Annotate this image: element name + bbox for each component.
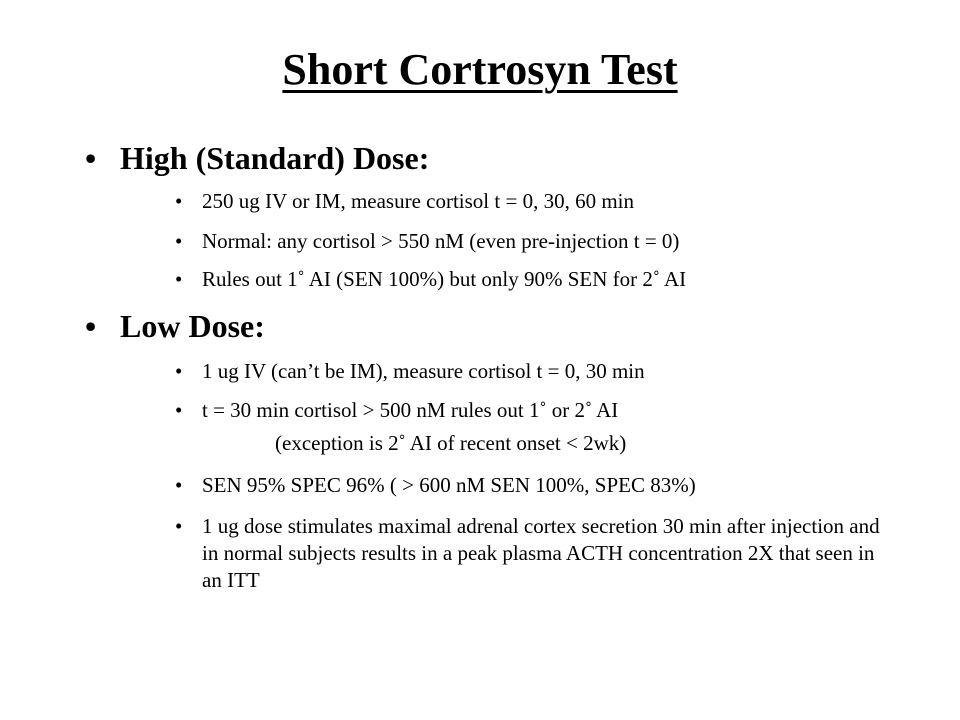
bullet-icon: • — [85, 308, 97, 344]
section-heading-text: High (Standard) Dose: — [120, 140, 430, 176]
list-item-text: Rules out 1˚ AI (SEN 100%) but only 90% SEN for 2˚ AI — [202, 267, 687, 291]
bullet-icon: • — [85, 140, 97, 176]
list-item-text: 1 ug dose stimulates maximal adrenal cortex secretion 30 min after injection and in normal subjects results in a peak plasma ACTH concentration 2X that seen in an ITT — [202, 514, 880, 592]
list-item-text: SEN 95% SPEC 96% ( > 600 nM SEN 100%, SPEC 83%) — [202, 473, 696, 497]
bullet-icon: • — [175, 229, 183, 253]
bullet-icon: • — [175, 189, 183, 213]
bullet-icon: • — [175, 473, 183, 497]
list-item-text: t = 30 min cortisol > 500 nM rules out 1˚ or 2˚ AI — [202, 398, 619, 422]
list-item-text: Normal: any cortisol > 550 nM (even pre-injection t = 0) — [202, 229, 680, 253]
slide-title — [0, 44, 960, 95]
list-item-text: 1 ug IV (can’t be IM), measure cortisol t = 0, 30 min — [202, 359, 645, 383]
list-item-text: 250 ug IV or IM, measure cortisol t = 0, 30, 60 min — [202, 189, 634, 213]
bullet-icon: • — [175, 514, 183, 538]
bullet-icon: • — [175, 359, 183, 383]
section-heading-text: Low Dose: — [120, 308, 265, 344]
bullet-icon: • — [175, 398, 183, 422]
slide-title-text: Short Cortrosyn Test — [282, 45, 678, 94]
bullet-icon: • — [175, 267, 183, 291]
list-item-continuation: (exception is 2˚ AI of recent onset < 2wk) — [275, 431, 627, 455]
